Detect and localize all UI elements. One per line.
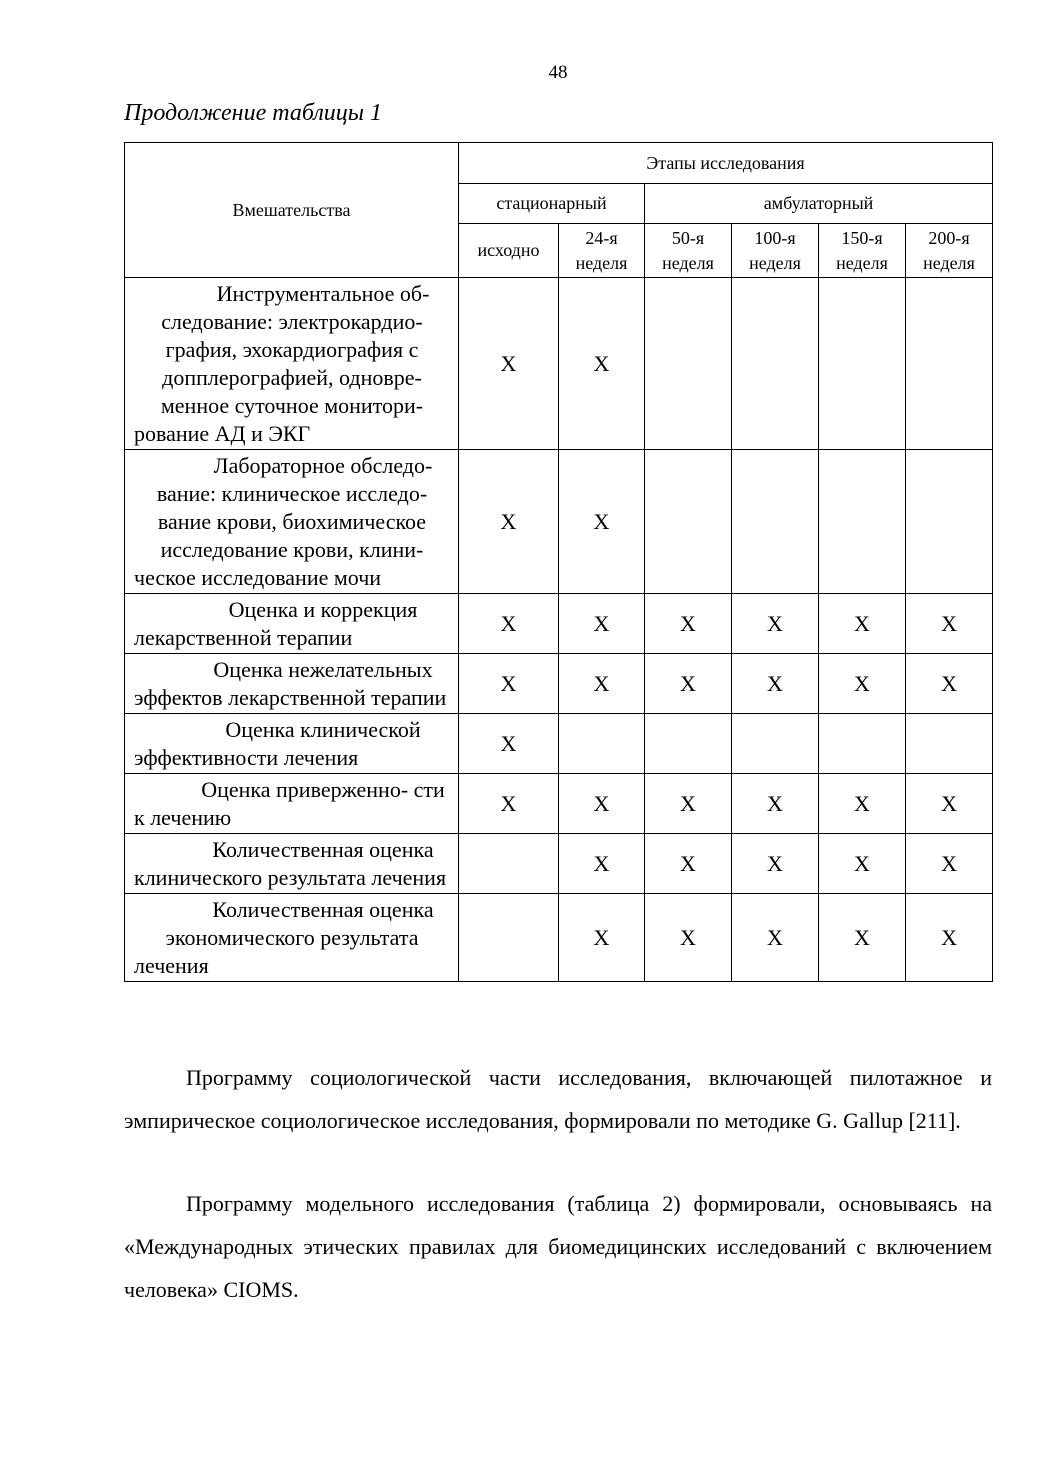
intervention-text-line: графия, эхокардиография с (165, 337, 419, 362)
intervention-text-line: ческое исследование мочи (134, 565, 382, 590)
intervention-text-line: Инструментальное об- (216, 281, 430, 306)
stage-mark-cell (819, 450, 906, 594)
stage-mark-cell: X (819, 774, 906, 834)
stage-column-header-line: неделя (836, 252, 888, 273)
stage-mark-cell (906, 714, 993, 774)
page-number: 48 (548, 62, 568, 83)
stage-column-header-line: неделя (575, 252, 628, 273)
intervention-text-line: терапии (371, 685, 447, 710)
stage-column-header-line: неделя (923, 252, 975, 273)
interventions-header: Вмешательства (125, 143, 459, 278)
stage-mark-cell (819, 278, 906, 450)
stage-mark-cell (732, 278, 819, 450)
intervention-text-line: эффективности лечения (134, 745, 359, 770)
table-row (125, 834, 993, 894)
stage-mark-cell (819, 714, 906, 774)
stage-mark-cell: X (906, 594, 993, 654)
stage-mark-cell: X (732, 654, 819, 714)
stage-mark-cell: X (732, 774, 819, 834)
inpatient-header: стационарный (459, 184, 645, 224)
stage-column-header-line: 100-я (754, 227, 796, 248)
stage-mark-cell (459, 834, 559, 894)
stage-column-header-line: 24-я (585, 227, 618, 248)
table-row (125, 774, 993, 834)
intervention-text-line: менное суточное монитори- (160, 393, 424, 418)
stage-mark-cell (906, 450, 993, 594)
stage-mark-cell: X (559, 654, 645, 714)
stage-mark-cell: X (459, 654, 559, 714)
intervention-text-line: Оценка нежелательных (213, 657, 433, 682)
interventions-table (124, 142, 993, 982)
stage-mark-cell: X (559, 834, 645, 894)
stage-mark-cell (645, 450, 732, 594)
intervention-cell (125, 278, 459, 450)
intervention-cell (125, 450, 459, 594)
stage-column-header-line: неделя (749, 252, 801, 273)
stage-mark-cell: X (559, 278, 645, 450)
stage-mark-cell: X (645, 834, 732, 894)
intervention-cell (125, 714, 459, 774)
stage-column-header (459, 224, 559, 278)
stage-column-header (819, 224, 906, 278)
intervention-cell (125, 894, 459, 982)
intervention-text-line: допплерографией, одновре- (162, 365, 422, 390)
intervention-cell (125, 654, 459, 714)
stage-column-header (906, 224, 993, 278)
intervention-text-line: вание: клиническое исследо- (156, 481, 428, 506)
table-row (125, 278, 993, 450)
table-row (125, 594, 993, 654)
stage-mark-cell: X (459, 774, 559, 834)
stage-column-header-line: 200-я (928, 227, 970, 248)
stage-mark-cell: X (559, 894, 645, 982)
stage-column-header (732, 224, 819, 278)
intervention-text-line: Количественная оценка (212, 837, 434, 862)
stage-mark-cell: X (559, 594, 645, 654)
intervention-text-line: Оценка приверженно- (201, 777, 409, 802)
intervention-cell (125, 594, 459, 654)
paragraph-sociological-program (124, 1056, 992, 1142)
stage-mark-cell: X (459, 714, 559, 774)
stage-mark-cell: X (732, 594, 819, 654)
stage-column-header-line: исходно (477, 240, 540, 260)
stage-mark-cell: X (819, 894, 906, 982)
stage-mark-cell: X (906, 654, 993, 714)
intervention-text-line: экономического результата (165, 925, 419, 950)
outpatient-header: амбулаторный (645, 184, 993, 224)
intervention-text-line: Лабораторное обследо- (213, 453, 433, 478)
intervention-cell (125, 834, 459, 894)
paragraph-text: Программу социологической части исследования, включающей пилотажное и эмпирическое социологическое исследования, формировали по методике G. Gallup [211]. (124, 1065, 992, 1133)
intervention-text-line: лечения (371, 865, 447, 890)
intervention-text-line: вание крови, биохимическое (157, 509, 427, 534)
stage-mark-cell: X (645, 654, 732, 714)
stage-mark-cell: X (906, 774, 993, 834)
stage-mark-cell: X (732, 894, 819, 982)
intervention-text-line: эффектов лекарственной (134, 685, 366, 710)
intervention-text-line: исследование крови, клини- (160, 537, 424, 562)
stage-column-header-line: 50-я (671, 227, 705, 248)
stage-mark-cell: X (559, 774, 645, 834)
paragraph-text: Программу модельного исследования (таблица 2) формировали, основываясь на «Международных этических правилах для биомедицинских исследований с включением человека» CIOMS. (124, 1191, 992, 1302)
table-row (125, 714, 993, 774)
intervention-text-line: Количественная оценка (212, 897, 434, 922)
intervention-text-line: Оценка и коррекция (228, 597, 418, 622)
table-row (125, 894, 993, 982)
stage-mark-cell: X (645, 594, 732, 654)
stage-mark-cell (732, 450, 819, 594)
intervention-text-line: следование: электрокардио- (161, 309, 423, 334)
stage-mark-cell: X (645, 894, 732, 982)
stage-mark-cell (459, 894, 559, 982)
stage-mark-cell: X (906, 894, 993, 982)
stage-mark-cell (645, 714, 732, 774)
intervention-text-line: Оценка клинической (225, 717, 421, 742)
stage-mark-cell: X (459, 278, 559, 450)
stage-column-header-line: неделя (662, 252, 714, 273)
stage-mark-cell (559, 714, 645, 774)
stage-mark-cell: X (819, 654, 906, 714)
stage-mark-cell (732, 714, 819, 774)
stage-mark-cell: X (732, 834, 819, 894)
paragraph-model-study-program (124, 1182, 992, 1311)
stage-mark-cell: X (819, 834, 906, 894)
intervention-text-line: лечения (134, 953, 209, 978)
table-row (125, 654, 993, 714)
stage-mark-cell (645, 278, 732, 450)
stage-column-header (559, 224, 645, 278)
stage-column-header (645, 224, 732, 278)
stage-mark-cell: X (559, 450, 645, 594)
intervention-text-line: рование АД и ЭКГ (134, 421, 311, 446)
table-continuation-caption: Продолжение таблицы 1 (124, 100, 383, 126)
intervention-text-line: клинического результата (134, 865, 366, 890)
stage-mark-cell (906, 278, 993, 450)
intervention-cell (125, 774, 459, 834)
stage-mark-cell: X (459, 594, 559, 654)
intervention-text-line: сти к лечению (134, 777, 445, 830)
stage-mark-cell: X (906, 834, 993, 894)
stage-mark-cell: X (645, 774, 732, 834)
stage-column-header-line: 150-я (841, 227, 883, 248)
stage-mark-cell: X (459, 450, 559, 594)
stage-mark-cell: X (819, 594, 906, 654)
stages-header: Этапы исследования (459, 143, 993, 184)
table-row (125, 450, 993, 594)
intervention-text-line: лекарственной терапии (134, 625, 353, 650)
